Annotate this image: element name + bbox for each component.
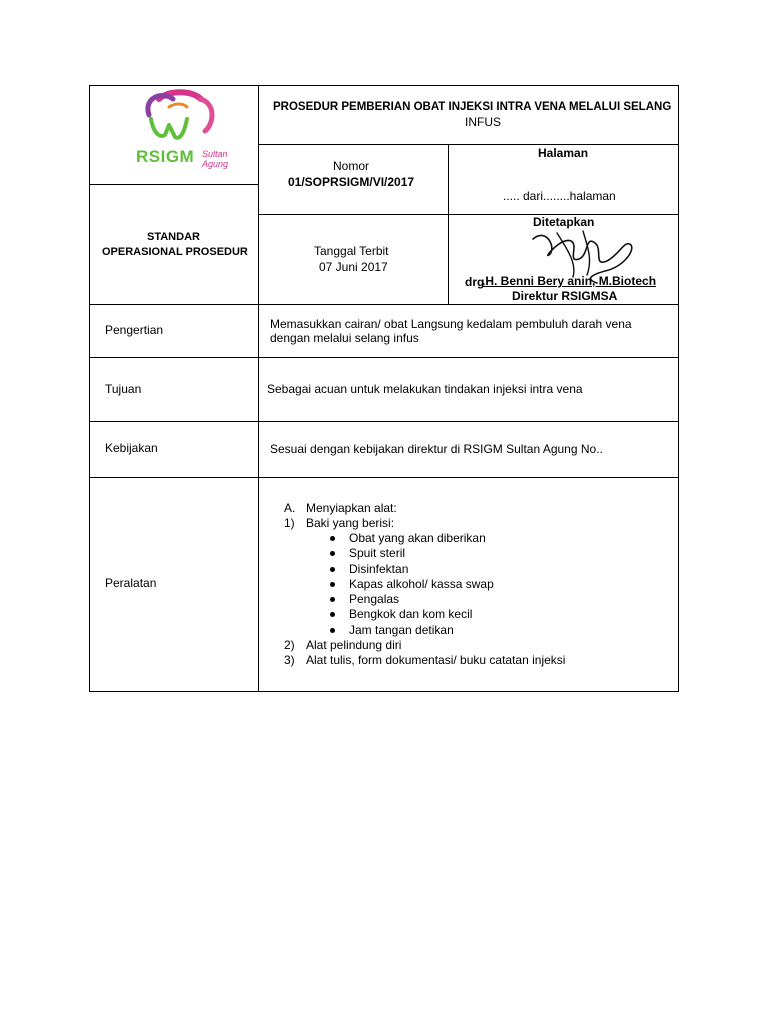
divider-tujuan [89, 421, 679, 422]
peralatan-2-marker: 2) [284, 638, 295, 652]
peralatan-2-text: Alat pelindung diri [306, 638, 402, 652]
hospital-logo [129, 85, 229, 180]
border-right [678, 85, 679, 692]
signer-name: .H. Benni Bery anin, M.Biotech [482, 274, 657, 288]
nomor-value: 01/SOPRSIGM/VI/2017 [288, 175, 415, 189]
document-title-line1: PROSEDUR PEMBERIAN OBAT INJEKSI INTRA VENA MELALUI SELANG [273, 101, 672, 113]
pengertian-text-line1: Memasukkan cairan/ obat Langsung kedalam pembuluh darah vena [270, 317, 632, 331]
peralatan-bullet-list [327, 531, 494, 638]
signer-title: Direktur RSIGMSA [512, 289, 618, 303]
peralatan-label: Peralatan [105, 576, 157, 590]
nomor-label: Nomor [333, 159, 370, 173]
pengertian-text-line2: dengan melalui selang infus [270, 331, 419, 345]
peralatan-a-marker: A. [284, 501, 296, 515]
kebijakan-text: Sesuai dengan kebijakan direktur di RSIGM Sultan Agung No.. [270, 442, 603, 456]
divider-kebijakan [89, 477, 679, 478]
divider-title [258, 144, 679, 145]
list-item: Obat yang akan diberikan [327, 531, 494, 546]
list-item: Bengkok dan kom kecil [327, 607, 494, 622]
kebijakan-label: Kebijakan [105, 441, 158, 455]
tanggal-terbit-value: 07 Juni 2017 [319, 260, 388, 274]
ditetapkan-label: Ditetapkan [533, 215, 595, 229]
halaman-label: Halaman [538, 146, 589, 160]
halaman-value: ..... dari........halaman [503, 189, 616, 203]
divider-vertical-main [258, 85, 259, 692]
sop-document [89, 85, 679, 692]
divider-vertical-header [448, 144, 449, 305]
peralatan-1-marker: 1) [284, 516, 295, 530]
border-left [89, 85, 90, 692]
tujuan-text: Sebagai acuan untuk melakukan tindakan injeksi intra vena [267, 382, 583, 396]
list-item: Disinfektan [327, 562, 494, 577]
tujuan-label: Tujuan [105, 382, 142, 396]
tanggal-terbit-label: Tanggal Terbit [314, 244, 389, 258]
divider-header-bottom [89, 304, 679, 305]
divider-nomor [258, 214, 679, 215]
sop-label-line2: OPERASIONAL PROSEDUR [102, 246, 248, 258]
peralatan-1-text: Baki yang berisi: [306, 516, 395, 530]
pengertian-label: Pengertian [105, 323, 164, 337]
list-item: Spuit steril [327, 546, 494, 561]
border-bottom [89, 691, 679, 692]
document-title-line2: INFUS [465, 115, 501, 129]
divider-pengertian [89, 357, 679, 358]
signer-prefix: drg [465, 275, 485, 289]
logo-brand: RSIGM [136, 147, 195, 166]
peralatan-3-text: Alat tulis, form dokumentasi/ buku catatan injeksi [306, 653, 566, 667]
list-item: Pengalas [327, 592, 494, 607]
logo-sub2: Agung [202, 159, 229, 169]
logo-sub1: Sultan [202, 149, 228, 159]
divider-logo [89, 184, 259, 185]
list-item: Kapas alkohol/ kassa swap [327, 577, 494, 592]
peralatan-a-text: Menyiapkan alat: [306, 501, 397, 515]
peralatan-3-marker: 3) [284, 653, 295, 667]
list-item: Jam tangan detikan [327, 623, 494, 638]
sop-label-line1: STANDAR [147, 231, 200, 243]
